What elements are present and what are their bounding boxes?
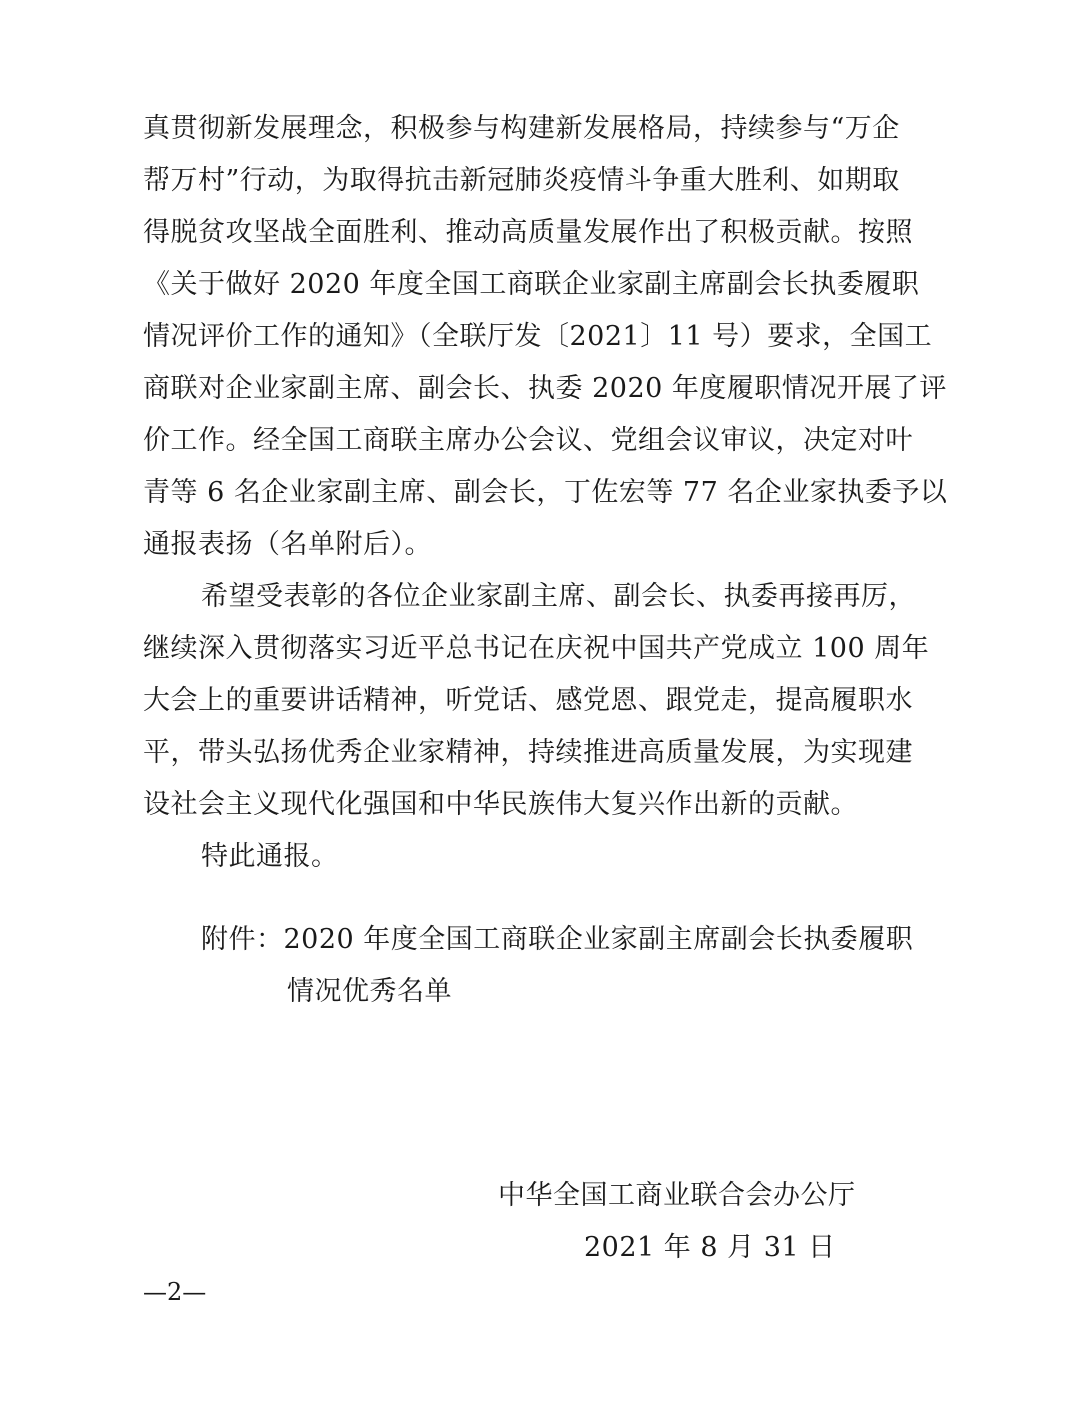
body-line: 价工作。经全国工商联主席办公会议、党组会议审议，决定对叶 [143, 425, 913, 456]
body-line: 真贯彻新发展理念，积极参与构建新发展格局，持续参与“万企 [143, 113, 900, 144]
body-line: 商联对企业家副主席、副会长、执委 2020 年度履职情况开展了评 [143, 373, 947, 404]
body-line: 继续深入贯彻落实习近平总书记在庆祝中国共产党成立 100 周年 [143, 633, 930, 664]
body-line: 特此通报。 [201, 841, 339, 872]
page-number: —2— [143, 1278, 207, 1306]
issue-date: 2021 年 8 月 31 日 [584, 1232, 836, 1263]
notice-body [143, 103, 948, 883]
body-line: 平，带头弘扬优秀企业家精神，持续推进高质量发展，为实现建 [143, 737, 913, 768]
body-line: 得脱贫攻坚战全面胜利、推动高质量发展作出了积极贡献。按照 [143, 217, 913, 248]
body-line: 大会上的重要讲话精神，听党话、感党恩、跟党走，提高履职水 [143, 685, 913, 716]
body-line: 情况评价工作的通知》（全联厅发〔2021〕11 号）要求，全国工 [143, 321, 933, 352]
body-line: 《关于做好 2020 年度全国工商联企业家副主席副会长执委履职 [143, 269, 920, 300]
body-line: 通报表扬（名单附后）。 [143, 529, 432, 560]
attachment-line: 情况优秀名单 [287, 976, 452, 1007]
body-line: 设社会主义现代化强国和中华民族伟大复兴作出新的贡献。 [143, 789, 858, 820]
signature-block [498, 1170, 938, 1274]
body-line: 青等 6 名企业家副主席、副会长，丁佐宏等 77 名企业家执委予以 [143, 477, 948, 508]
body-line: 希望受表彰的各位企业家副主席、副会长、执委再接再厉， [201, 581, 916, 612]
body-line: 帮万村”行动，为取得抗击新冠肺炎疫情斗争重大胜利、如期取 [143, 165, 900, 196]
attachment-note [201, 914, 961, 1018]
issuing-organization: 中华全国工商业联合会办公厅 [498, 1180, 856, 1211]
attachment-line: 附件：2020 年度全国工商联企业家副主席副会长执委履职 [201, 924, 914, 955]
